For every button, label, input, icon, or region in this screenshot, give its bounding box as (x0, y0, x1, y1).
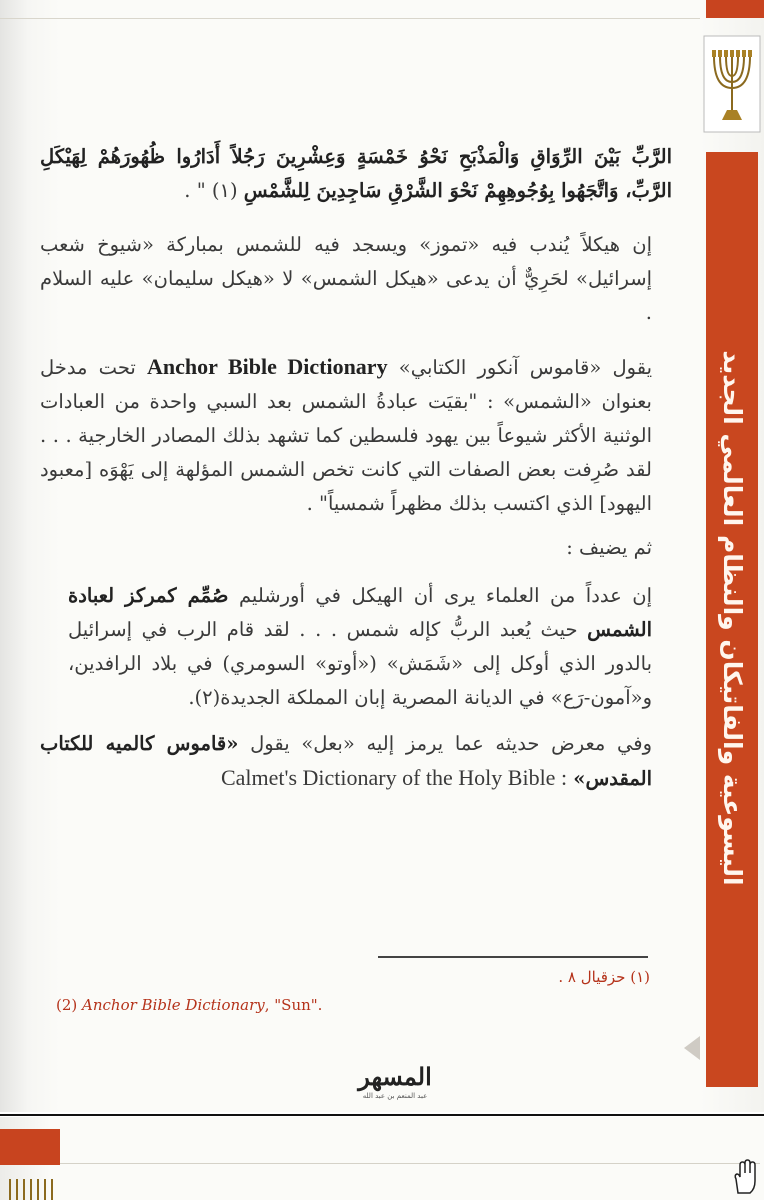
next-page-fragment (0, 1117, 764, 1200)
quote-end: (١) " . (184, 179, 238, 202)
bq-rest: حيث يُعبد الربُّ كإله شمس . . . لقد قام الرب في إسرائيل بالدور الذي أوكل إلى «شَمَش» («أوتو» السومري) في بلاد الرافدين، و«آمون-رَع» في الديانة المصرية إبان المملكة الجديدة(٢). (68, 618, 652, 709)
book-title: اليسوعية والفاتيكان والنظام العالمي الجديد (718, 350, 747, 886)
paragraph-6 (40, 727, 672, 796)
calmet-title: Calmet's Dictionary of the Holy Bible : (220, 765, 568, 790)
paragraph-3 (40, 350, 672, 521)
publisher-logo: المسهر (358, 1062, 432, 1091)
menorah-icon (704, 36, 760, 132)
next-page-accent-strip (0, 1129, 60, 1165)
quote-text: الرَّبِّ بَيْنَ الرِّوَاقِ وَالْمَذْبَحِ نَحْوُ خَمْسَةٍ وَعِشْرِينَ رَجُلاً أَدَارُوا ظُهُورَهُمْ لِهَيْكَلِ الرَّبِّ، وَاتَّجَهُوا بِوُجُوهِهِمْ نَحْوَ الشَّرْقِ سَاجِدِينَ لِلشَّمْسِ (40, 145, 672, 202)
p3-intro: يقول «قاموس آنكور الكتابي» (398, 356, 653, 379)
p6-intro: وفي معرض حديثه عما يرمز إليه «بعل» يقول (250, 732, 653, 755)
page-divider (0, 1114, 764, 1116)
main-text (40, 140, 672, 796)
top-rule (0, 18, 700, 19)
p3-body: تحت مدخل بعنوان «الشمس» : "بقيَت عبادةُ الشمس بعد السبي واحدة من العبادات الوثنية الأكثر شيوعاً بين يهود فلسطين كما تشهد بذلك المصادر الخارجية . . . لقد صُرِفت بعض الصفات التي كانت تخص الشمس المؤلهة إلى يَهْوَه [معبود اليهود] الذي اكتسب بذلك مظهراً شمسياً" . (40, 356, 652, 515)
anchor-title: Anchor Bible Dictionary (147, 354, 388, 379)
menorah-icon (0, 1173, 60, 1200)
footnote-2 (56, 996, 476, 1014)
paragraph-1 (40, 140, 672, 208)
calmet-arabic: «قاموس كالميه للكتاب المقدس» (40, 732, 652, 790)
page-tab-marker (684, 1036, 700, 1060)
bq-bold: صُمِّم كمركز لعبادة الشمس (68, 584, 652, 641)
paragraph-4: ثم يضيف : (566, 536, 652, 559)
hand-cursor-icon (728, 1159, 760, 1195)
publisher-logo-sub: عبد المنعم بن عبد الله (362, 1092, 428, 1100)
footnote-2-number: (2) (56, 996, 78, 1014)
next-page-rule (60, 1163, 760, 1164)
paragraph-2: إن هيكلاً يُندب فيه «تموز» ويسجد فيه للشمس بمباركة «شيوخ شعب إسرائيل» لحَرِيٌّ أن يدعى «هيكل الشمس» لا «هيكل سليمان» عليه السلام . (40, 233, 652, 324)
footnote-1: (١) حزقيال ٨ . (558, 968, 650, 986)
footnote-2-rest: , "Sun". (264, 996, 323, 1014)
block-quote (40, 579, 672, 715)
footnote-2-title: Anchor Bible Dictionary (82, 996, 265, 1014)
top-accent-strip (706, 0, 764, 18)
bq-start: إن عدداً من العلماء يرى أن الهيكل في أورشليم (238, 584, 653, 607)
side-band (706, 152, 758, 1087)
footnote-rule (378, 956, 648, 958)
